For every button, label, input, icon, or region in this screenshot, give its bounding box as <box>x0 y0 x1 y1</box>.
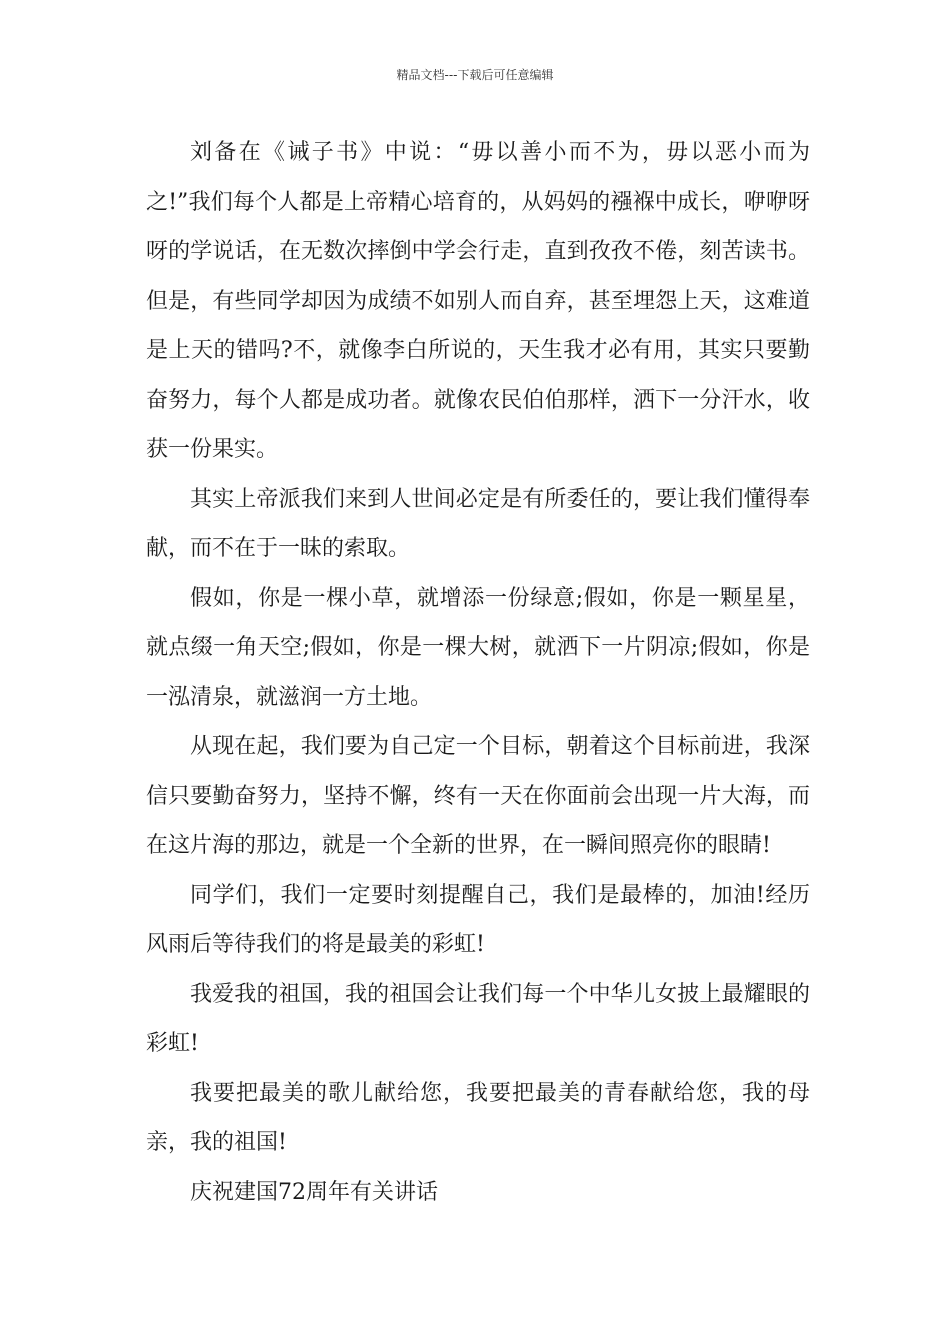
paragraph: 假如，你是一棵小草，就增添一份绿意;假如，你是一颗星星，就点缀一角天空;假如，你是一棵大树，就洒下一片阴凉;假如，你是一泓清泉，就滋润一方土地。 <box>146 585 810 710</box>
paragraph: 刘备在《诫子书》中说：“毋以善小而不为，毋以恶小而为之!”我们每个人都是上帝精心培育的，从妈妈的襁褓中成长，咿咿呀呀的学说话，在无数次摔倒中学会行走，直到孜孜不倦，刻苦读书。但是，有些同学却因为成绩不如别人而自弃，甚至埋怨上天，这难道是上天的错吗?不，就像李白所说的，天生我才必有用，其实只要勤奋努力，每个人都是成功者。就像农民伯伯那样，洒下一分汗水，收获一份果实。 <box>146 140 810 462</box>
paragraph: 从现在起，我们要为自己定一个目标，朝着这个目标前进，我深信只要勤奋努力，坚持不懈，终有一天在你面前会出现一片大海，而在这片海的那边，就是一个全新的世界，在一瞬间照亮你的眼睛! <box>146 734 810 858</box>
paragraph: 我爱我的祖国，我的祖国会让我们每一个中华儿女披上最耀眼的彩虹! <box>146 981 810 1056</box>
section-title: 庆祝建国72周年有关讲话 <box>190 1179 438 1205</box>
document-body <box>146 128 810 1217</box>
paragraph: 其实上帝派我们来到人世间必定是有所委任的，要让我们懂得奉献，而不在于一昧的索取。 <box>146 486 810 561</box>
paragraph: 我要把最美的歌儿献给您，我要把最美的青春献给您，我的母亲，我的祖国! <box>146 1080 810 1155</box>
page-header: 精品文档---下载后可任意编辑 <box>396 68 554 82</box>
paragraph: 同学们，我们一定要时刻提醒自己，我们是最棒的，加油!经历风雨后等待我们的将是最美的彩虹! <box>146 882 810 957</box>
